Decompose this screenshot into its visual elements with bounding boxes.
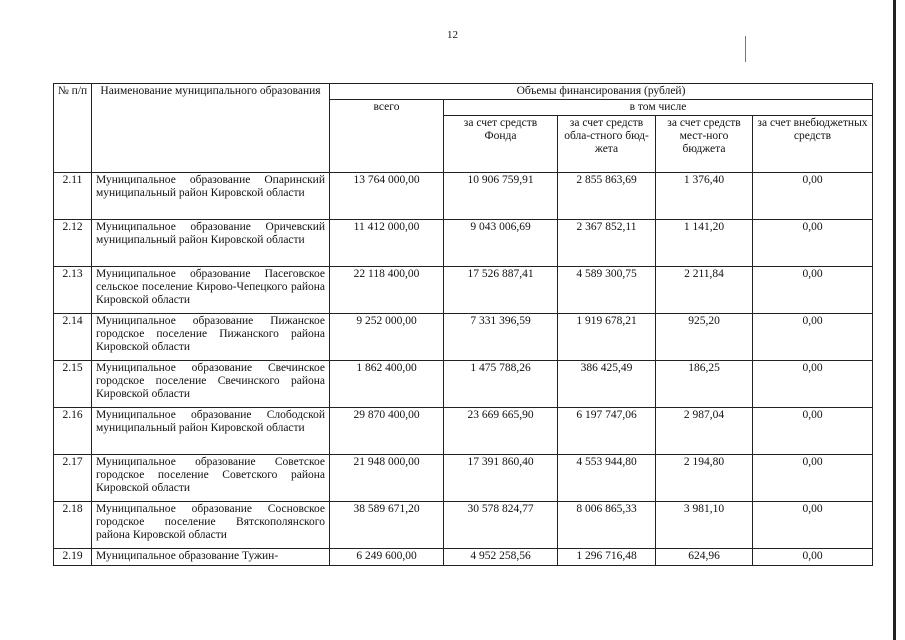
regional-amount: 1 919 678,21 <box>558 314 656 361</box>
local-amount: 2 987,04 <box>656 408 753 455</box>
local-amount: 186,25 <box>656 361 753 408</box>
total-amount: 1 862 400,00 <box>330 361 444 408</box>
total-amount: 38 589 671,20 <box>330 502 444 549</box>
fund-amount: 4 952 258,56 <box>444 549 558 566</box>
table-row <box>54 267 873 314</box>
extrabudget-amount: 0,00 <box>753 361 873 408</box>
local-amount: 1 141,20 <box>656 220 753 267</box>
total-amount: 13 764 000,00 <box>330 173 444 220</box>
local-amount: 2 194,80 <box>656 455 753 502</box>
header-local: за счет средств мест-ного бюджета <box>656 116 753 173</box>
header-total: всего <box>330 100 444 173</box>
row-number: 2.17 <box>54 455 92 502</box>
page-number: 12 <box>447 29 458 41</box>
fund-amount: 17 391 860,40 <box>444 455 558 502</box>
fund-amount: 1 475 788,26 <box>444 361 558 408</box>
header-name: Наименование муниципального образования <box>92 84 330 173</box>
fund-amount: 7 331 396,59 <box>444 314 558 361</box>
extrabudget-amount: 0,00 <box>753 314 873 361</box>
extrabudget-amount: 0,00 <box>753 267 873 314</box>
extrabudget-amount: 0,00 <box>753 220 873 267</box>
fund-amount: 9 043 006,69 <box>444 220 558 267</box>
local-amount: 2 211,84 <box>656 267 753 314</box>
regional-amount: 1 296 716,48 <box>558 549 656 566</box>
header-regional: за счет средств обла-стного бюд-жета <box>558 116 656 173</box>
regional-amount: 4 553 944,80 <box>558 455 656 502</box>
total-amount: 11 412 000,00 <box>330 220 444 267</box>
regional-amount: 2 855 863,69 <box>558 173 656 220</box>
header-fund: за счет средств Фонда <box>444 116 558 173</box>
table-row <box>54 173 873 220</box>
table-row <box>54 408 873 455</box>
header-extrabudget: за счет внебюджетных средств <box>753 116 873 173</box>
municipality-name: Муниципальное образование Тужин- <box>92 549 330 566</box>
local-amount: 624,96 <box>656 549 753 566</box>
extrabudget-amount: 0,00 <box>753 502 873 549</box>
fund-amount: 30 578 824,77 <box>444 502 558 549</box>
municipality-name: Муниципальное образование Сосновское городское поселение Вятскополянского района Кировской области <box>92 502 330 549</box>
local-amount: 925,20 <box>656 314 753 361</box>
header-number: № п/п <box>54 84 92 173</box>
regional-amount: 8 006 865,33 <box>558 502 656 549</box>
table-row <box>54 549 873 566</box>
table-row <box>54 455 873 502</box>
row-number: 2.12 <box>54 220 92 267</box>
regional-amount: 2 367 852,11 <box>558 220 656 267</box>
row-number: 2.13 <box>54 267 92 314</box>
extrabudget-amount: 0,00 <box>753 455 873 502</box>
total-amount: 6 249 600,00 <box>330 549 444 566</box>
municipality-name: Муниципальное образование Пижанское городское поселение Пижанского района Кировской области <box>92 314 330 361</box>
table-row <box>54 361 873 408</box>
fund-amount: 17 526 887,41 <box>444 267 558 314</box>
table-row <box>54 502 873 549</box>
page-edge-rule <box>893 0 896 640</box>
header-including: в том числе <box>444 100 873 116</box>
funding-table <box>53 83 873 566</box>
row-number: 2.18 <box>54 502 92 549</box>
fund-amount: 10 906 759,91 <box>444 173 558 220</box>
municipality-name: Муниципальное образование Советское городское поселение Советского района Кировской области <box>92 455 330 502</box>
scan-mark <box>745 36 746 62</box>
regional-amount: 386 425,49 <box>558 361 656 408</box>
municipality-name: Муниципальное образование Пасеговское сельское поселение Кирово-Чепецкого района Кировской области <box>92 267 330 314</box>
row-number: 2.11 <box>54 173 92 220</box>
municipality-name: Муниципальное образование Свечинское городское поселение Свечинского района Кировской области <box>92 361 330 408</box>
extrabudget-amount: 0,00 <box>753 408 873 455</box>
table-row <box>54 314 873 361</box>
municipality-name: Муниципальное образование Слободской муниципальный район Кировской области <box>92 408 330 455</box>
municipality-name: Муниципальное образование Опаринский муниципальный район Кировской области <box>92 173 330 220</box>
total-amount: 29 870 400,00 <box>330 408 444 455</box>
regional-amount: 6 197 747,06 <box>558 408 656 455</box>
row-number: 2.14 <box>54 314 92 361</box>
regional-amount: 4 589 300,75 <box>558 267 656 314</box>
municipality-name: Муниципальное образование Оричевский муниципальный район Кировской области <box>92 220 330 267</box>
local-amount: 1 376,40 <box>656 173 753 220</box>
row-number: 2.15 <box>54 361 92 408</box>
total-amount: 22 118 400,00 <box>330 267 444 314</box>
table-row <box>54 220 873 267</box>
total-amount: 9 252 000,00 <box>330 314 444 361</box>
row-number: 2.19 <box>54 549 92 566</box>
local-amount: 3 981,10 <box>656 502 753 549</box>
total-amount: 21 948 000,00 <box>330 455 444 502</box>
header-funding: Объемы финансирования (рублей) <box>330 84 873 100</box>
extrabudget-amount: 0,00 <box>753 173 873 220</box>
fund-amount: 23 669 665,90 <box>444 408 558 455</box>
row-number: 2.16 <box>54 408 92 455</box>
extrabudget-amount: 0,00 <box>753 549 873 566</box>
